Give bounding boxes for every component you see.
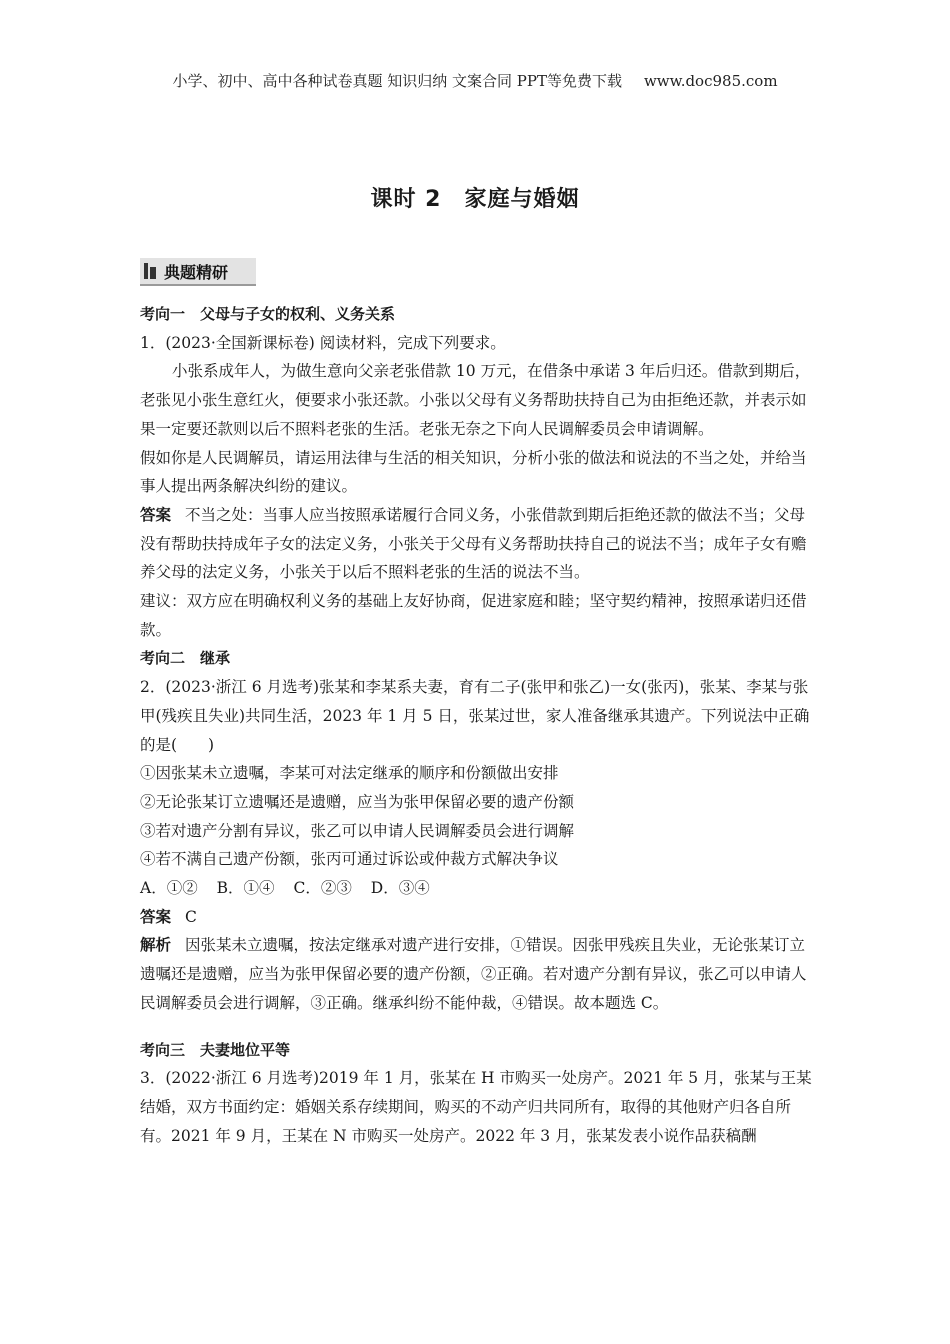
bookmark-icon	[144, 263, 156, 279]
header-url[interactable]: www.doc985.com	[643, 72, 778, 90]
document-body	[140, 300, 814, 1150]
q1-material: 小张系成年人，为做生意向父亲老张借款 10 万元，在借条中承诺 3 年后归还。借款到期后，老张见小张生意红火，便要求小张还款。小张以父母有义务帮助扶持自己为由拒绝还款，并表示如果一定要还款则以后不照料老张的生活。老张无奈之下向人民调解委员会申请调解。	[140, 362, 811, 438]
q1-suggestion: 建议：双方应在明确权利义务的基础上友好协商，促进家庭和睦；坚守契约精神，按照承诺归还借款。	[140, 592, 807, 639]
page-header	[0, 70, 950, 91]
q2-stem: 2．(2023·浙江 6 月选考)张某和李某系夫妻，育有二子(张甲和张乙)一女(张丙)，张某、李某与张甲(残疾且失业)共同生活，2023 年 1 月 5 日，张某过世，家人准备继承其遗产。下列说法中正确的是( )	[140, 678, 810, 754]
q2-statement: ③若对遗产分割有异议，张乙可以申请人民调解委员会进行调解	[140, 821, 575, 840]
q2-analysis-block	[140, 931, 814, 1017]
q2-analysis: 因张某未立遗嘱，按法定继承对遗产进行安排，①错误。因张甲残疾且失业，无论张某订立遗嘱还是遗赠，应当为张甲保留必要的遗产份额，②正确。若对遗产分割有异议，张乙可以申请人民调解委员会进行调解，③正确。继承纠纷不能仲裁，④错误。故本题选 C。	[140, 936, 807, 1012]
q2-statement: ②无论张某订立遗嘱还是遗赠，应当为张甲保留必要的遗产份额	[140, 792, 575, 811]
q2-statement: ④若不满自己遗产份额，张丙可通过诉讼或仲裁方式解决争议	[140, 850, 559, 869]
spacer	[140, 1018, 814, 1036]
answer-label: 答案	[140, 505, 172, 524]
q1-heading: 考向一 父母与子女的权利、义务关系	[140, 305, 396, 323]
analysis-label: 解析	[140, 936, 172, 955]
q2-answer: C	[185, 907, 197, 926]
option-b: B．①④	[216, 879, 275, 898]
q3-stem: 3．(2022·浙江 6 月选考)2019 年 1 月，张某在 H 市购买一处房产。2021 年 5 月，张某与王某结婚，双方书面约定：婚姻关系存续期间，购买的不动产归共同所有，取得的其他财产归各自所有。2021 年 9 月，王某在 N 市购买一处房产。2022 年 3 月，张某发表小说作品获稿酬	[140, 1069, 812, 1145]
page-title: 课时 2 家庭与婚姻	[370, 187, 580, 212]
q2-statement: ①因张某未立遗嘱，李某可对法定继承的顺序和份额做出安排	[140, 764, 559, 783]
q2-answer-block	[140, 903, 814, 932]
q1-task: 假如你是人民调解员，请运用法律与生活的相关知识，分析小张的做法和说法的不当之处，并给当事人提出两条解决纠纷的建议。	[140, 448, 807, 496]
q2-options	[140, 874, 814, 903]
option-d: D．③④	[370, 879, 430, 898]
section-badge	[140, 258, 256, 286]
header-tagline: 小学、初中、高中各种试卷真题 知识归纳 文案合同 PPT等免费下载	[172, 72, 622, 90]
q1-answer-block	[140, 501, 814, 587]
option-a: A．①②	[140, 879, 198, 898]
q1-answer: 不当之处：当事人应当按照承诺履行合同义务，小张借款到期后拒绝还款的做法不当；父母没有帮助扶持成年子女的法定义务，小张关于父母有义务帮助扶持自己的说法不当；成年子女有赡养父母的法定义务，小张关于以后不照料老张的生活的说法不当。	[140, 505, 807, 582]
option-c: C．②③	[293, 879, 352, 898]
q2-heading: 考向二 继承	[140, 649, 231, 668]
q1-stem: 1．(2023·全国新课标卷) 阅读材料，完成下列要求。	[140, 333, 506, 352]
section-label: 典题精研	[164, 262, 229, 282]
answer-label: 答案	[140, 907, 172, 926]
q3-heading: 考向三 夫妻地位平等	[140, 1040, 291, 1059]
